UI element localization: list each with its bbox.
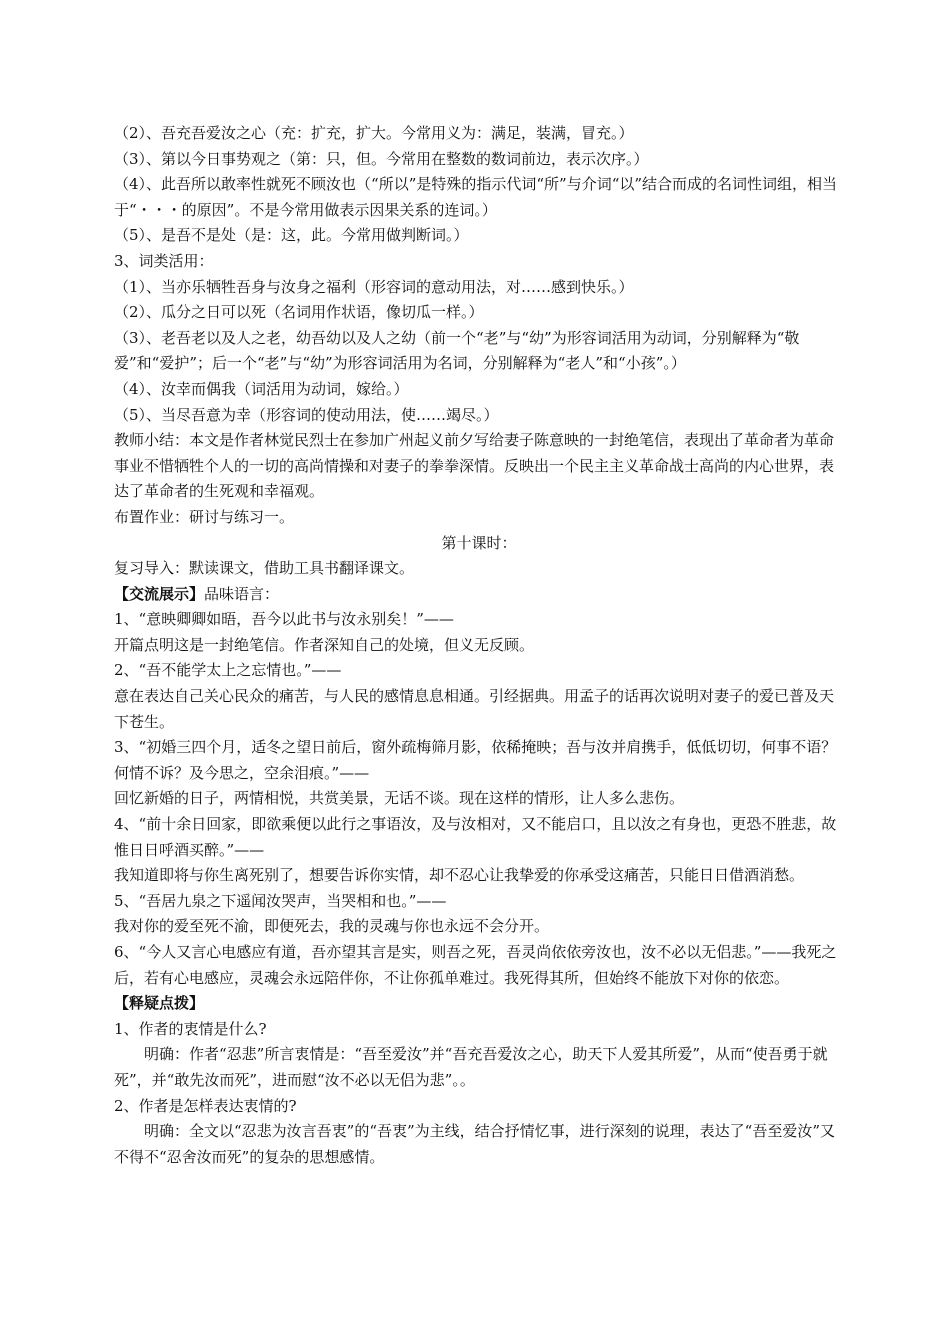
text-line: （3）、老吾老以及人之老，幼吾幼以及人之幼（前一个“老”与“幼”为形容词活用为动词，分别解释为“敬爱”和“爱护”；后一个“老”与“幼”为形容词活用为名词，分别解释为“老人”和“小孩”。） bbox=[114, 328, 800, 373]
text-line: （3）、第以今日事势观之（第：只，但。今常用在整数的数词前边，表示次序。） bbox=[114, 149, 649, 168]
quote-line: 5、“吾居九泉之下遥闻汝哭声，当哭相和也。”—— bbox=[114, 891, 447, 910]
question-line: 1、作者的衷情是什么? bbox=[114, 1019, 267, 1038]
text-line: （4）、汝幸而偶我（词活用为动词，嫁给。） bbox=[114, 379, 409, 398]
explanation-line: 我对你的爱至死不渝，即便死去，我的灵魂与你也永远不会分开。 bbox=[114, 917, 550, 936]
teacher-summary: 教师小结：本文是作者林觉民烈士在参加广州起义前夕写给妻子陈意映的一封绝笔信，表现出了革命者为革命事业不惜牺牲个人的一切的高尚情操和对妻子的拳拳深情。反映出一个民主主义革命战士高尚的内心世界，表达了革命者的生死观和幸福观。 bbox=[114, 431, 835, 501]
text-line: （2）、吾充吾爱汝之心（充：扩充，扩大。今常用义为：满足，装满，冒充。） bbox=[114, 124, 634, 142]
text-line: （5）、是吾不是处（是：这，此。今常用做判断词。） bbox=[114, 226, 469, 245]
quote-line: 6、“今人又言心电感应有道，吾亦望其言是实，则吾之死，吾灵尚依依旁汝也，汝不必以无侣悲。”——我死之后，若有心电感应，灵魂会永远陪伴你，不让你孤单难过。我死得其所，但始终不能放下对你的依恋。 bbox=[114, 943, 837, 987]
text-line: （4）、此吾所以敢率性就死不顾汝也（“所以”是特殊的指示代词“所”与介词“以”结合而成的名词性词组，相当于“・・・的原因”。不是今常用做表示因果关系的连词。） bbox=[114, 175, 838, 219]
bracket-heading: 【释疑点拨】 bbox=[114, 994, 205, 1013]
text-line: （5）、当尽吾意为幸（形容词的使动用法，使……竭尽。） bbox=[114, 405, 499, 424]
quote-line: 2、“吾不能学太上之忘情也。”—— bbox=[114, 661, 342, 680]
explanation-line: 回忆新婚的日子，两情相悦，共赏美景，无话不谈。现在这样的情形，让人多么悲伤。 bbox=[114, 789, 685, 808]
review-intro: 复习导入：默读课文，借助工具书翻译课文。 bbox=[114, 559, 415, 578]
exchange-heading bbox=[114, 582, 844, 608]
clarify-heading bbox=[114, 991, 844, 1017]
question-line: 2、作者是怎样表达衷情的? bbox=[114, 1096, 297, 1115]
quote-line: 1、“意映卿卿如晤，吾今以此书与汝永别矣！”—— bbox=[114, 610, 454, 629]
explanation-line: 意在表达自己关心民众的痛苦，与人民的感情息息相通。引经据典。用孟子的话再次说明对妻子的爱已普及天下苍生。 bbox=[114, 687, 835, 731]
answer-line: 明确：全文以“忍悲为汝言吾衷”的“吾衷”为主线，结合抒情忆事，进行深刻的说理，表达了“吾至爱汝”又不得不“忍舍汝而死”的复杂的思想感情。 bbox=[114, 1122, 836, 1166]
text-line: （1）、当亦乐牺牲吾身与汝身之福利（形容词的意动用法，对……感到快乐。） bbox=[114, 277, 634, 296]
heading-text: 品味语言： bbox=[204, 584, 280, 603]
answer-line: 明确：作者“忍悲”所言衷情是：“吾至爱汝”并“吾充吾爱汝之心，助天下人爱其所爱”，从而“使吾勇于就死”，并“敢先汝而死”，进而慰“汝不必以无侣为悲”。。 bbox=[114, 1045, 828, 1089]
bracket-heading: 【交流展示】 bbox=[114, 584, 205, 603]
section-heading: 3、词类活用： bbox=[114, 251, 214, 270]
quote-line: 3、“初婚三四个月，适冬之望日前后，窗外疏梅筛月影，依稀掩映；吾与汝并肩携手，低低切切，何事不语？何情不诉？及今思之，空余泪痕。”—— bbox=[114, 738, 837, 782]
lesson-title: 第十课时： bbox=[441, 533, 517, 552]
explanation-line: 我知道即将与你生离死别了，想要告诉你实情，却不忍心让我挚爱的你承受这痛苦，只能日日借酒消愁。 bbox=[114, 866, 805, 885]
explanation-line: 开篇点明这是一封绝笔信。作者深知自己的处境，但义无反顾。 bbox=[114, 635, 535, 654]
homework-line: 布置作业：研讨与练习一。 bbox=[114, 507, 295, 526]
document-body bbox=[114, 121, 844, 1170]
quote-line: 4、“前十余日回家，即欲乘便以此行之事语汝，及与汝相对，又不能启口，且以汝之有身也，更恐不胜悲，故惟日日呼酒买醉。”—— bbox=[114, 815, 837, 859]
text-line: （2）、瓜分之日可以死（名词用作状语，像切瓜一样。） bbox=[114, 303, 484, 322]
